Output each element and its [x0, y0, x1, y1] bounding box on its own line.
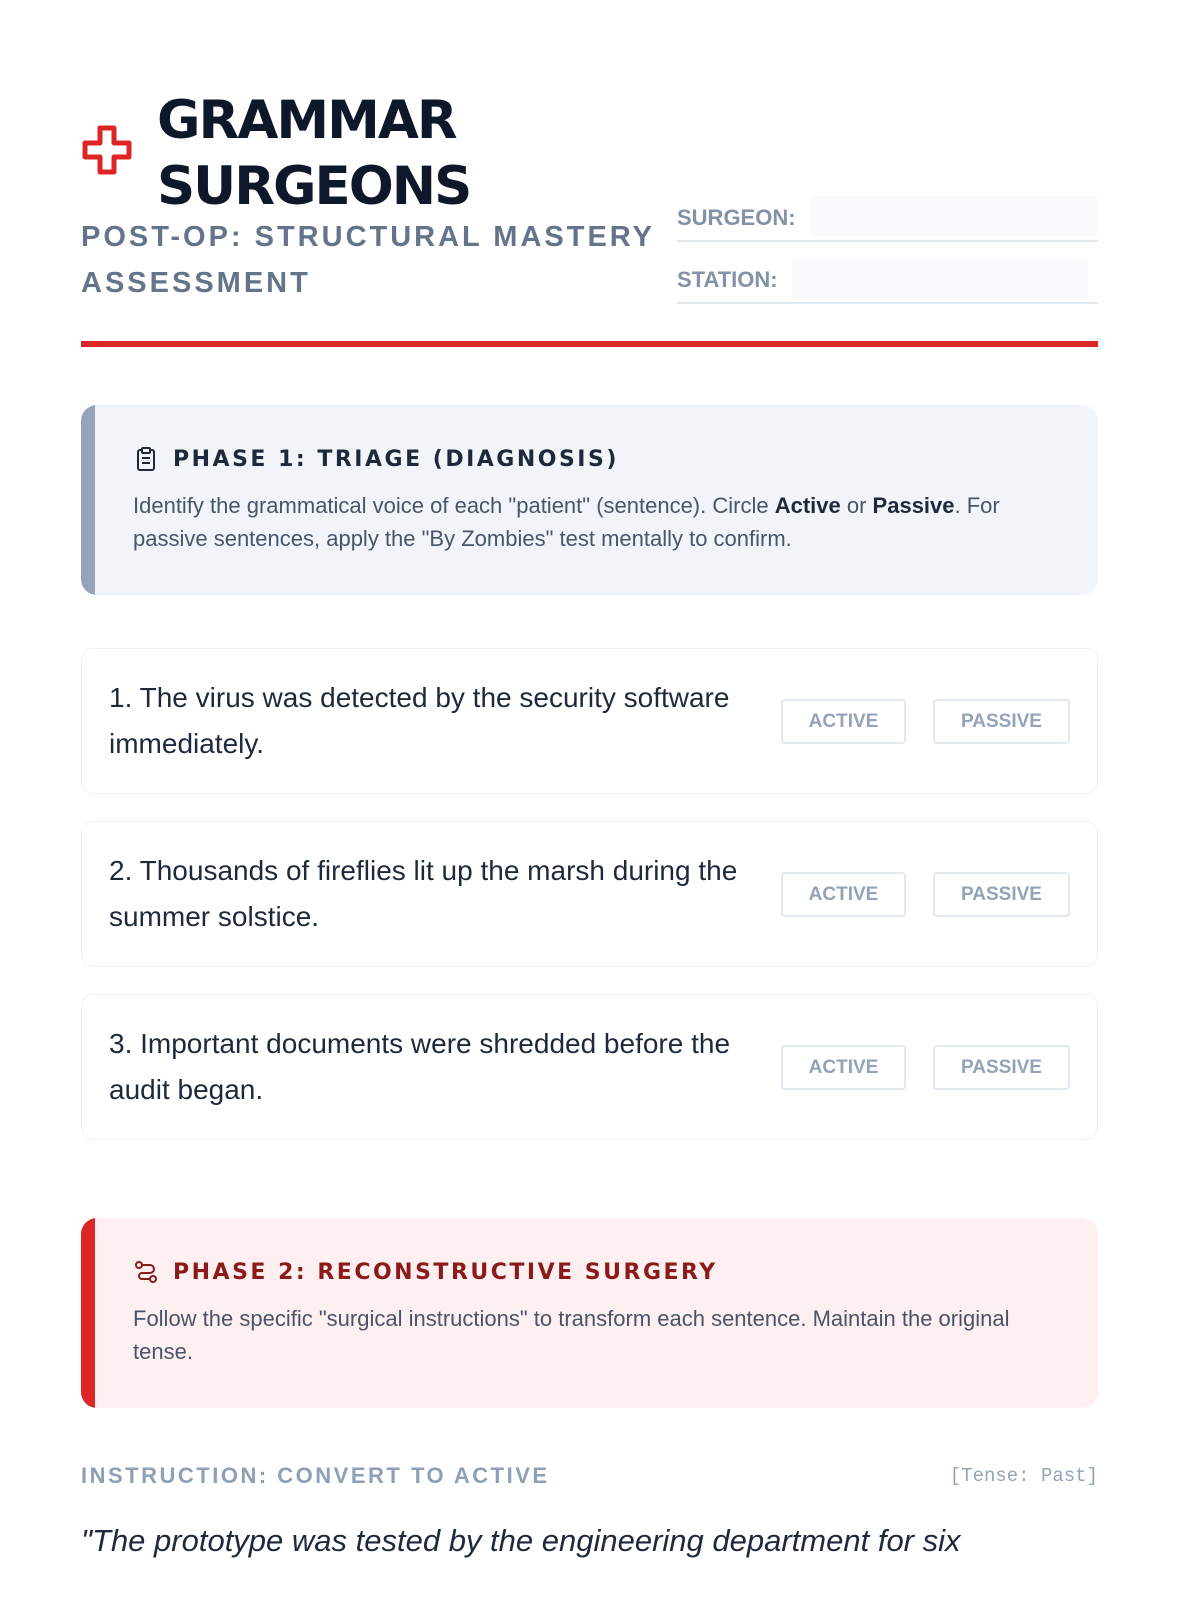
- surgeon-field-row: [677, 196, 1098, 242]
- voice-choices: [781, 872, 1070, 917]
- passive-button[interactable]: PASSIVE: [933, 699, 1070, 744]
- route-icon: [133, 1259, 159, 1285]
- phase-1-desc-rest: . For passive sentences, apply the "By Zombies" test mentally to confirm.: [133, 493, 1000, 551]
- voice-choices: [781, 699, 1070, 744]
- station-input[interactable]: [792, 258, 1088, 298]
- tense-tag: [Tense: Past]: [949, 1465, 1098, 1487]
- question-text: 1. The virus was detected by the security software immediately.: [109, 682, 730, 759]
- header-divider: [81, 341, 1098, 347]
- phase-1-description: [133, 489, 1053, 555]
- brand-line-1: GRAMMAR: [157, 90, 456, 151]
- phase-2-description: Follow the specific "surgical instructions" to transform each sentence. Maintain the original tense.: [133, 1306, 1010, 1364]
- question-card: [81, 821, 1098, 967]
- phase-1-box: [81, 405, 1098, 595]
- station-field-row: [677, 258, 1098, 304]
- phase-2-box: [81, 1218, 1098, 1408]
- instruction-label: INSTRUCTION: CONVERT TO ACTIVE: [81, 1463, 550, 1488]
- passive-button[interactable]: PASSIVE: [933, 1045, 1070, 1090]
- brand-name: [157, 88, 517, 220]
- instruction-row: [81, 1463, 1098, 1489]
- phase-1-title-row: [133, 443, 1058, 475]
- prompt-sentence: "The prototype was tested by the engineering department for six: [81, 1523, 961, 1558]
- triage-questions: [81, 648, 1098, 1140]
- active-button[interactable]: ACTIVE: [781, 1045, 906, 1090]
- question-text: 3. Important documents were shredded before the audit began.: [109, 1028, 731, 1105]
- worksheet-header: [81, 0, 1098, 353]
- active-button[interactable]: ACTIVE: [781, 872, 906, 917]
- phase-1-desc-text: Identify the grammatical voice of each "patient" (sentence). Circle: [133, 493, 775, 518]
- phase-2-title-row: [133, 1256, 1058, 1288]
- voice-choices: [781, 1045, 1070, 1090]
- question-card: [81, 994, 1098, 1140]
- question-card: [81, 648, 1098, 794]
- station-label: STATION:: [677, 267, 778, 292]
- phase-1-desc-active: Active: [774, 493, 841, 518]
- medical-cross-icon: [81, 124, 133, 176]
- question-text: 2. Thousands of fireflies lit up the marsh during the summer solstice.: [109, 855, 738, 932]
- phase-1-desc-passive: Passive: [872, 493, 955, 518]
- clipboard-icon: [133, 446, 159, 472]
- surgeon-label: SURGEON:: [677, 205, 796, 230]
- page-subtitle: POST-OP: STRUCTURAL MASTERY ASSESSMENT: [81, 221, 655, 299]
- surgeon-input[interactable]: [810, 196, 1098, 236]
- phase-1-desc-or: or: [840, 493, 873, 518]
- brand-line-2: SURGEONS: [157, 156, 471, 217]
- brand-logo: [81, 88, 517, 220]
- phase-2-title: PHASE 2: RECONSTRUCTIVE SURGERY: [173, 1259, 718, 1285]
- passive-button[interactable]: PASSIVE: [933, 872, 1070, 917]
- active-button[interactable]: ACTIVE: [781, 699, 906, 744]
- phase-1-title: PHASE 1: TRIAGE (DIAGNOSIS): [173, 446, 619, 472]
- student-fields: [677, 196, 1098, 320]
